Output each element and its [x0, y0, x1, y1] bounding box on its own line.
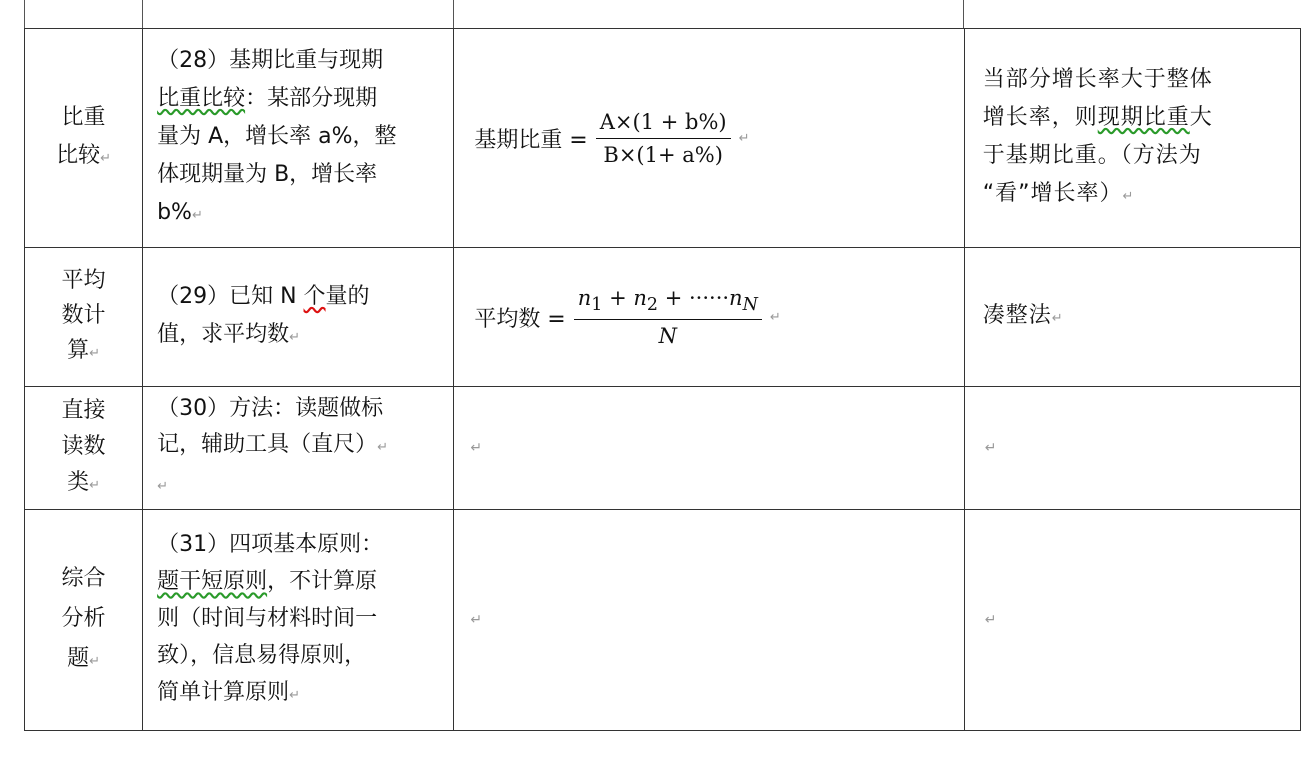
description-underlined-text: 题干短原则	[157, 569, 268, 594]
formula-denominator: N	[658, 324, 677, 349]
category-cell	[25, 29, 143, 248]
note-cell	[964, 510, 1300, 731]
formula-cell	[454, 248, 964, 387]
return-mark: ↵	[89, 477, 100, 493]
category-line: 综合	[61, 565, 106, 591]
formula-label: 平均数 =	[474, 306, 566, 332]
note-line: 当部分增长率大于整体	[982, 66, 1213, 92]
formula-cell	[454, 29, 964, 248]
return-mark: ↵	[470, 612, 483, 628]
return-mark: ↵	[769, 309, 781, 325]
table-border-top-col3	[453, 0, 454, 28]
base-proportion-formula	[454, 110, 963, 167]
return-mark: ↵	[1051, 310, 1064, 326]
category-line: 直接	[61, 397, 106, 423]
return-mark: ↵	[157, 479, 168, 494]
formula-cell	[454, 387, 964, 510]
description-line: 量的	[325, 283, 370, 309]
category-line: 比较	[56, 142, 101, 168]
note-line: 凑整法	[982, 302, 1052, 328]
formula-numerator: $n_1 + n_2 + \cdot\cdot\cdot\cdot\cdot\cdot n_N$	[574, 286, 762, 320]
description-line: 则（时间与材料时间一	[157, 606, 378, 631]
return-mark: ↵	[89, 346, 100, 361]
note-cell	[964, 387, 1300, 510]
description-line: 记，辅助工具（直尺）	[157, 432, 378, 457]
table-row	[25, 387, 1301, 510]
formula-numerator: A×(1 + b%)	[596, 110, 731, 139]
description-line: 量为 A，增长率 a%，整	[157, 123, 397, 149]
description-line: 简单计算原则	[157, 680, 290, 705]
category-line: 平均	[61, 268, 106, 293]
description-cell	[143, 248, 454, 387]
return-mark: ↵	[377, 440, 388, 455]
category-cell	[25, 510, 143, 731]
note-underlined-text: 现期比重	[1097, 104, 1190, 130]
description-underlined-text: 个	[303, 283, 326, 309]
note-line: 于基期比重。（方法为	[982, 142, 1202, 168]
formula-label: 基期比重 =	[474, 127, 588, 153]
category-cell	[25, 248, 143, 387]
category-line: 算	[67, 338, 90, 363]
formula-fraction	[596, 110, 731, 167]
description-line: b%	[157, 199, 192, 225]
table-row	[25, 29, 1301, 248]
description-line: （29）已知 N	[157, 283, 304, 309]
category-line: 读数	[61, 433, 106, 459]
table-border-top-left	[24, 0, 25, 28]
average-formula	[454, 286, 963, 348]
description-line: 致），信息易得原则，	[157, 643, 367, 668]
return-mark: ↵	[984, 440, 997, 456]
table-border-top-col4	[963, 0, 964, 28]
description-cell	[143, 387, 454, 510]
description-underlined-text: 比重比较	[157, 85, 246, 111]
note-cell	[964, 29, 1300, 248]
return-mark: ↵	[738, 130, 750, 146]
category-line: 比重	[61, 104, 106, 130]
category-line: 类	[67, 469, 90, 495]
category-line: 分析	[61, 605, 106, 631]
description-line: （31）四项基本原则：	[157, 532, 384, 557]
formula-fraction	[574, 286, 762, 348]
return-mark: ↵	[289, 329, 300, 345]
return-mark: ↵	[89, 653, 100, 669]
category-cell	[25, 387, 143, 510]
formula-table	[24, 28, 1301, 731]
return-mark: ↵	[984, 612, 997, 628]
return-mark: ↵	[289, 688, 300, 703]
formula-cell	[454, 510, 964, 731]
description-line: 体现期量为 B，增长率	[157, 161, 378, 187]
note-cell	[964, 248, 1300, 387]
note-line: 增长率，则	[982, 104, 1098, 130]
category-line: 数计	[61, 303, 106, 328]
description-cell	[143, 29, 454, 248]
description-line: ，不计算原	[267, 569, 378, 594]
table-border-top-col2	[142, 0, 143, 28]
return-mark: ↵	[100, 150, 111, 166]
description-line: （30）方法：读题做标	[157, 396, 384, 421]
return-mark: ↵	[470, 440, 483, 456]
description-cell	[143, 510, 454, 731]
description-line: （28）基期比重与现期	[157, 47, 384, 73]
return-mark: ↵	[191, 207, 203, 223]
description-line: ：某部分现期	[245, 85, 378, 111]
category-line: 题	[67, 645, 90, 671]
table-row	[25, 510, 1301, 731]
description-line: 值，求平均数	[157, 321, 290, 347]
note-line: “看”增长率）	[982, 180, 1123, 206]
note-line: 大	[1189, 104, 1213, 130]
table-row	[25, 248, 1301, 387]
formula-denominator: B×(1+ a%)	[603, 142, 723, 167]
return-mark: ↵	[1122, 188, 1135, 204]
